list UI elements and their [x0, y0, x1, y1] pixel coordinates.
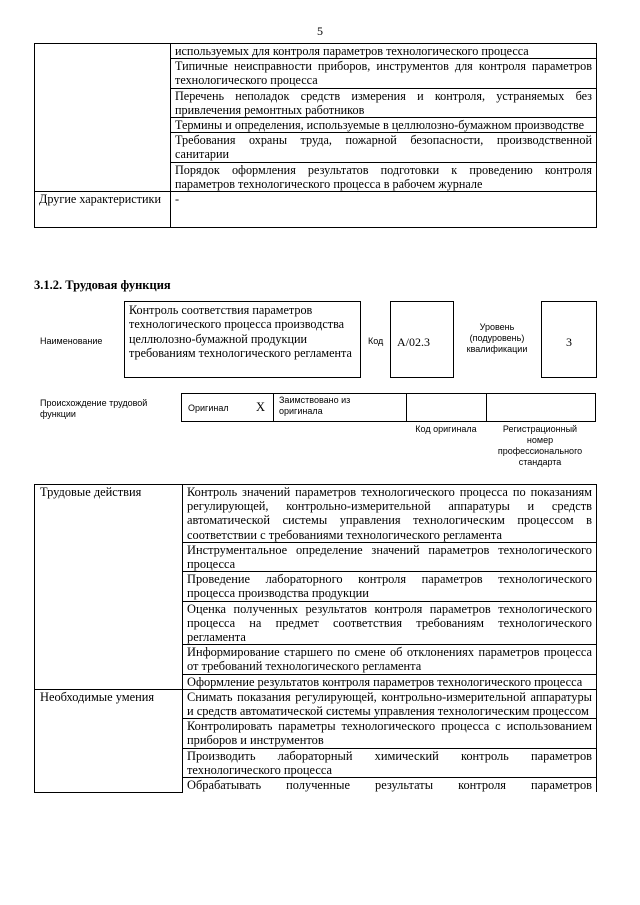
skill-item: Производить лабораторный химический контроль параметров технологического процесса: [183, 748, 597, 777]
registration-caption: Регистрационный номер профессионального стандарта: [497, 424, 583, 467]
code-value: А/02.3: [397, 335, 430, 349]
labor-function-table: [34, 484, 597, 793]
labor-action-item: Информирование старшего по смене об отклонениях параметров процесса от требований технологического регламента: [183, 645, 597, 674]
code-original-caption: Код оригинала: [415, 424, 477, 434]
function-name: Контроль соответствия параметров технологического процесса производства целлюлозно-бумажной продукции требованиям технологического регламента: [129, 303, 352, 361]
level-box: [541, 301, 597, 378]
labor-actions-label: Трудовые действия: [35, 485, 183, 690]
knowledge-item: Порядок оформления результатов подготовки к проведению контроля параметров технологического процесса в рабочем журнале: [171, 162, 597, 191]
labor-action-item: Оценка полученных результатов контроля параметров технологического процесса на предмет соответствия требованиям технологического регламента: [183, 601, 597, 645]
code-box: [390, 301, 454, 378]
labor-action-item: Проведение лабораторного контроля параметров технологического процесса производства продукции: [183, 572, 597, 601]
origin-label: Происхождение трудовой функции: [40, 398, 148, 419]
level-value: 3: [566, 335, 572, 349]
level-label: Уровень (подуровень) квалификации: [466, 322, 528, 354]
origin-divider: [486, 394, 487, 421]
section-title: 3.1.2. Трудовая функция: [34, 278, 171, 292]
knowledge-table: [34, 43, 597, 228]
other-characteristics-value: -: [171, 192, 597, 228]
borrowed-label: Заимствовано из оригинала: [279, 395, 351, 416]
original-mark: X: [256, 400, 266, 414]
origin-divider: [273, 394, 274, 421]
knowledge-item: Требования охраны труда, пожарной безопасности, производственной санитарии: [171, 133, 597, 162]
origin-row: [181, 393, 596, 422]
name-label: Наименование: [40, 336, 103, 346]
knowledge-label-cell: [35, 44, 171, 192]
code-label: Код: [368, 336, 384, 346]
skill-item: Обрабатывать полученные результаты контроля параметров: [183, 778, 597, 793]
skills-label: Необходимые умения: [35, 689, 183, 792]
origin-divider: [406, 394, 407, 421]
knowledge-item: Термины и определения, используемые в целлюлозно-бумажном производстве: [171, 118, 597, 133]
original-label: Оригинал: [188, 403, 229, 413]
labor-action-item: Оформление результатов контроля параметров технологического процесса: [183, 674, 597, 689]
skill-item: Контролировать параметры технологического процесса с использованием приборов и инструментов: [183, 719, 597, 748]
skill-item: Снимать показания регулирующей, контрольно-измерительной аппаратуры и средств автоматической системы управления технологическим процессом: [183, 689, 597, 718]
labor-action-item: Инструментальное определение значений параметров технологического процесса: [183, 542, 597, 571]
knowledge-item: Перечень неполадок средств измерения и контроля, устраняемых без привлечения ремонтных работников: [171, 88, 597, 117]
function-name-box: [124, 301, 361, 378]
knowledge-item: используемых для контроля параметров технологического процесса: [171, 44, 597, 59]
labor-action-item: Контроль значений параметров технологического процесса по показаниям регулирующей, контрольно-измерительной аппаратуры и средств автоматической системы управления технологическим процессом в соответствии с требованиями технологического регламента: [183, 485, 597, 543]
other-characteristics-label: Другие характеристики: [35, 192, 171, 228]
page-number: 5: [317, 24, 323, 38]
knowledge-item: Типичные неисправности приборов, инструментов для контроля параметров технологического процесса: [171, 59, 597, 88]
